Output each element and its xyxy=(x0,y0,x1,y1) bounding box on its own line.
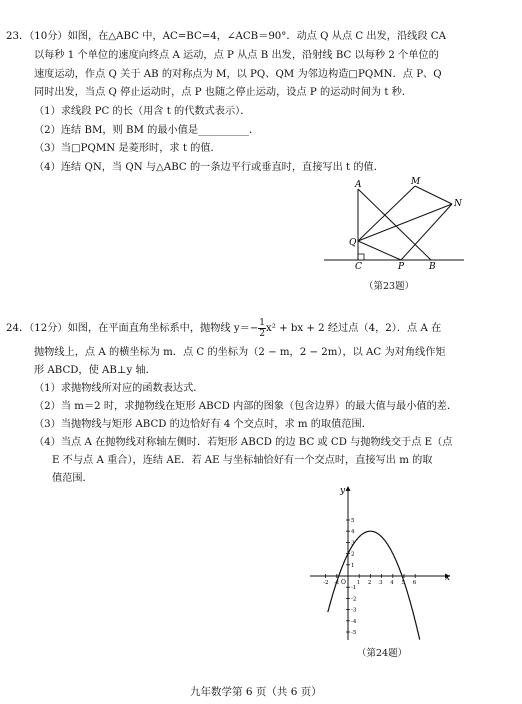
q24-part-4: （4）当点 A 在抛物线对称轴左侧时．若矩形 ABCD 的边 BC 或 CD 与抛物线交于点 E（点 xyxy=(34,437,453,448)
y-tick-label: 1 xyxy=(351,562,355,569)
y-tick-label: 2 xyxy=(351,551,355,558)
y-axis-label: y xyxy=(340,486,346,496)
x-tick-label: -1 xyxy=(334,580,340,586)
q24-part-1: （1）求抛物线所对应的函数表达式． xyxy=(34,383,204,394)
q24-line-1 xyxy=(6,316,441,342)
origin-label: O xyxy=(341,579,346,586)
segment-pn xyxy=(401,204,452,260)
label-n: N xyxy=(454,199,462,209)
q23-part-3: （3）当□PQMN 是菱形时，求 t 的值． xyxy=(34,143,221,154)
y-tick-label: -4 xyxy=(351,618,357,625)
q24-line: 抛物线上，点 A 的横坐标为 m．点 C 的坐标为（2 − m，2 − 2m），以 AC 为对角线作矩 xyxy=(34,347,446,358)
q23-line: 同时出发，当点 Q 停止运动时，点 P 也随之停止运动，设点 P 的运动时间为 t 秒． xyxy=(34,87,413,98)
segment-qn xyxy=(358,204,452,241)
fraction-denominator: 2 xyxy=(259,328,266,339)
fraction-numerator: 1 xyxy=(259,317,266,328)
q23-line: 以每秒 1 个单位的速度向终点 A 运动，点 P 从点 B 出发，沿射线 BC 以每秒 2 个单位的 xyxy=(34,50,439,61)
y-tick-label: -3 xyxy=(351,607,357,614)
x-tick-label: 5 xyxy=(401,580,405,586)
segment-ab xyxy=(358,189,431,260)
segment-mn xyxy=(415,186,452,204)
fraction-one-half xyxy=(258,318,266,339)
label-c: C xyxy=(355,262,362,272)
y-axis-arrow xyxy=(346,486,351,491)
q23-line: 速度运动，作点 Q 关于 AB 的对称点为 M，以 PQ、QM 为邻边构造□PQMN．点 P、Q xyxy=(34,69,442,80)
label-b: B xyxy=(429,262,436,272)
y-tick-label: 3 xyxy=(351,540,355,547)
y-tick-label: -5 xyxy=(351,630,357,636)
x-tick-label: 4 xyxy=(390,580,394,586)
y-tick-label: 4 xyxy=(351,529,355,536)
segment-qp xyxy=(358,241,401,260)
q24-line: E 不与点 A 重合），连结 AE．若 AE 与坐标轴恰好有一个交点时，直接写出 m 的取 xyxy=(52,455,433,466)
y-tick-label: 5 xyxy=(351,518,355,524)
right-angle-mark xyxy=(358,254,364,260)
label-a: A xyxy=(355,180,362,190)
x-tick-label: 1 xyxy=(356,580,361,586)
q23-part-4: （4）连结 QN，当 QN 与△ABC 的一条边平行或垂直时，直接写出 t 的值． xyxy=(34,162,384,173)
y-tick-label: -2 xyxy=(351,596,357,603)
q24-line: 值范围． xyxy=(52,473,93,484)
x-tick-label: 6 xyxy=(412,580,417,586)
label-m: M xyxy=(411,177,421,187)
page-footer: 九年数学第 6 页（共 6 页） xyxy=(190,686,322,698)
label-q: Q xyxy=(349,238,357,248)
figure-24 xyxy=(306,482,456,642)
q24-part-3: （3）当抛物线与矩形 ABCD 的边恰好有 4 个交点时，求 m 的取值范围． xyxy=(34,419,372,430)
figure-23-caption: （第23题） xyxy=(364,281,415,292)
q23-part-2: （2）连结 BM，则 BM 的最小值是__________． xyxy=(34,125,260,136)
q24-line-1-start: 24．（12分）如图，在平面直角坐标系中，抛物线 y＝− xyxy=(6,323,259,334)
q24-part-2: （2）当 m＝2 时，求抛物线在矩形 ABCD 内部的图象（包含边界）的最大值与最小值的差． xyxy=(34,401,458,412)
x-tick-label: 3 xyxy=(379,580,383,586)
q24-line-1-end: x² + bx + 2 经过点（4，2）．点 A 在 xyxy=(266,323,442,334)
q23-line: 23．（10分）如图，在△ABC 中，AC=BC=4，∠ACB＝90°．动点 Q 从点 C 出发，沿线段 CA xyxy=(6,31,446,42)
x-axis-label: x xyxy=(445,573,451,583)
q23-part-1: （1）求线段 PC 的长（用含 t 的代数式表示）． xyxy=(34,106,251,117)
y-tick-label: -1 xyxy=(351,585,357,592)
x-tick-label: 2 xyxy=(367,580,372,586)
segment-qm xyxy=(358,186,415,241)
x-tick-label: -2 xyxy=(323,580,329,586)
q24-line: 形 ABCD，使 AB⊥y 轴． xyxy=(34,365,156,376)
coordinate-axes xyxy=(310,486,450,640)
label-p: P xyxy=(398,262,405,272)
figure-24-caption: （第24题） xyxy=(357,648,408,659)
figure-23 xyxy=(318,175,468,275)
